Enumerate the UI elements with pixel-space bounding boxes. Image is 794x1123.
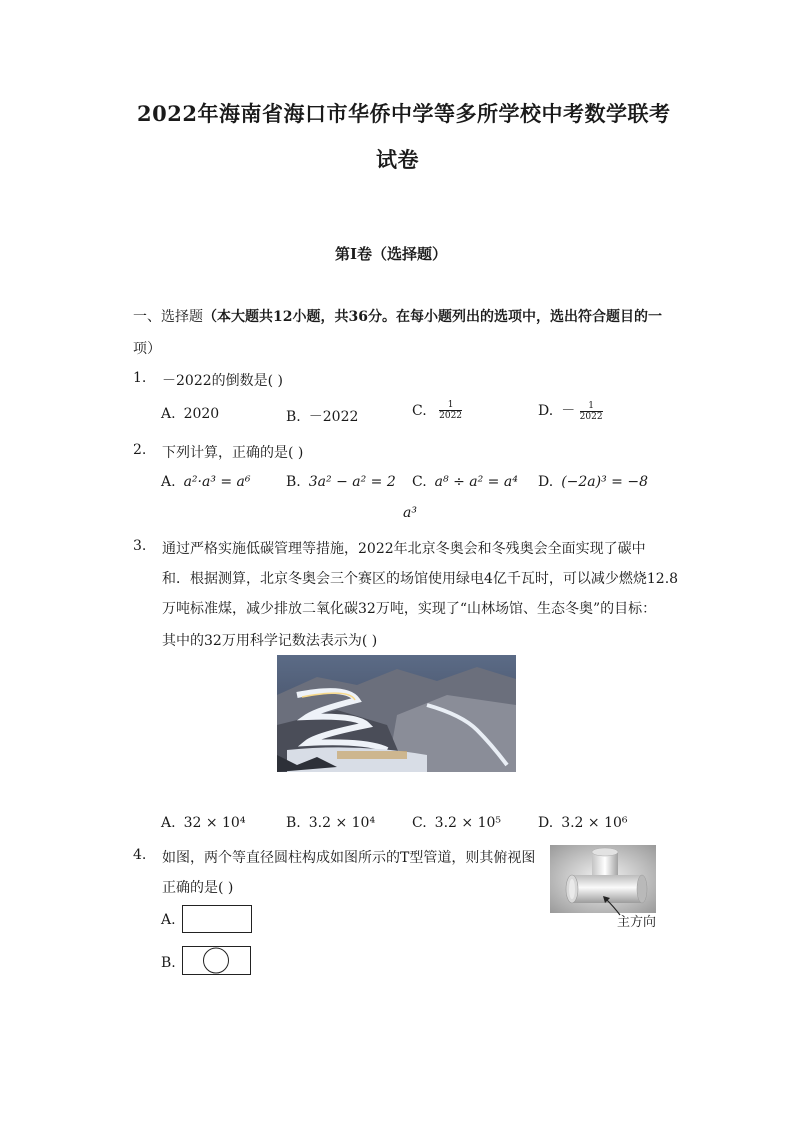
q4-line1: 如图，两个等直径圆柱构成如图所示的T型管道，则其俯视图	[162, 850, 536, 866]
q3-option-c: C. 3.2 × 10⁵	[412, 815, 501, 831]
section-instructions-line2: 项）	[133, 341, 161, 357]
q1-number: 1.	[133, 370, 147, 386]
q2-option-d: D. (−2a)³ = −8	[538, 474, 648, 490]
q1-option-b: B. －2022	[286, 409, 359, 425]
q1-option-a: A. 2020	[161, 406, 220, 422]
q4-option-a-letter: A.	[161, 912, 176, 928]
q4-number: 4.	[133, 847, 147, 863]
q3-option-b: B. 3.2 × 10⁴	[286, 815, 376, 831]
q4-option-b-letter: B.	[161, 955, 176, 971]
q3-option-d: D. 3.2 × 10⁶	[538, 815, 628, 831]
section-instructions	[133, 306, 662, 326]
q3-option-a: A. 32 × 10⁴	[161, 815, 246, 831]
q4-option-b-rectangle	[182, 946, 251, 975]
fraction: $\frac{1}{2022}$	[579, 400, 603, 422]
exam-title-line1: 2022年海南省海口市华侨中学等多所学校中考数学联考	[137, 101, 671, 126]
q4-option-a-rectangle	[182, 905, 252, 933]
exam-title-line2: 试卷	[376, 147, 419, 172]
part-heading: 第I卷（选择题）	[335, 245, 448, 263]
figure-label-main-direction: 主方向	[617, 915, 657, 930]
q2-number: 2.	[133, 442, 147, 458]
q2-option-b: B. 3a² − a² = 2	[286, 474, 396, 490]
q3-line2: 和．根据测算，北京冬奥会三个赛区的场馆使用绿电4亿千瓦时，可以减少燃烧12.8	[162, 571, 679, 587]
q2-option-a: A. a²·a³ = a⁶	[161, 474, 251, 490]
q4-line2: 正确的是( )	[162, 880, 234, 896]
q2-stem: 下列计算，正确的是( )	[162, 445, 304, 461]
fraction: $\frac{1}{2022}$	[439, 400, 463, 421]
q2-option-d-continuation: a³	[403, 505, 417, 521]
q1-stem: －2022的倒数是( )	[162, 373, 284, 389]
circle-in-rectangle-icon	[183, 947, 250, 974]
q3-line3: 万吨标准煤，减少排放二氧化碳32万吨，实现了“山林场馆、生态冬奥”的目标：	[162, 601, 657, 617]
q2-option-c: C. a⁸ ÷ a² = a⁴	[412, 474, 518, 490]
q1-option-d: D. － $\frac{1}{2022}$	[538, 400, 603, 422]
sliding-center-photo	[277, 655, 516, 772]
q3-number: 3.	[133, 538, 147, 554]
q3-line1: 通过严格实施低碳管理等措施，2022年北京冬奥会和冬残奥会全面实现了碳中	[162, 541, 646, 557]
q3-line4: 其中的32万用科学记数法表示为( )	[162, 633, 378, 649]
q1-option-c: C. $\frac{1}{2022}$	[412, 400, 463, 421]
section-label: 一、选择题	[133, 309, 203, 325]
section-rules: （本大题共12小题，共36分。在每小题列出的选项中，选出符合题目的一	[203, 309, 662, 325]
